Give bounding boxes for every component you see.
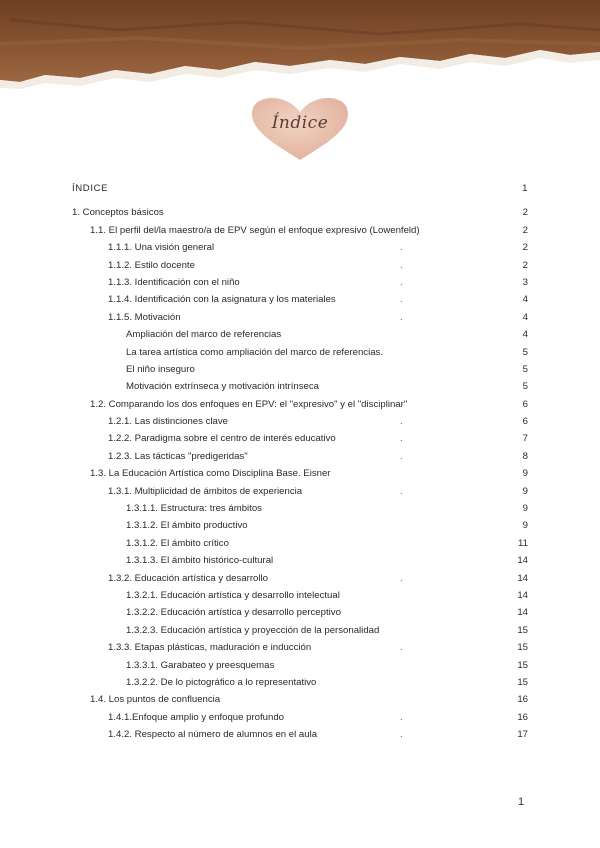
toc-entry-page: 6 bbox=[522, 398, 528, 410]
toc-entry-title: 1.2.3. Las tácticas "predigeridas" bbox=[108, 450, 248, 462]
toc-entry-title: 1.1.1. Una visión general bbox=[108, 242, 215, 254]
table-of-contents bbox=[72, 180, 528, 744]
toc-entry[interactable] bbox=[72, 204, 528, 221]
toc-entry-title: 1.2. Comparando los dos enfoques en EPV: el "expresivo" y el "disciplinar" bbox=[90, 398, 408, 410]
toc-entry-title: 1.1. El perfil del/la maestro/a de EPV según el enfoque expresivo (Lowenfeld) bbox=[90, 224, 420, 236]
toc-entry-title: 1.3.1.3. El ámbito histórico-cultural bbox=[126, 555, 274, 567]
toc-entry-page: 14 bbox=[517, 607, 528, 619]
toc-entry[interactable] bbox=[72, 657, 528, 674]
toc-entry-page: 9 bbox=[522, 503, 528, 515]
toc-entry-title: 1.4. Los puntos de confluencia bbox=[90, 694, 221, 706]
toc-entry[interactable] bbox=[72, 709, 528, 726]
toc-entry-page: 8 bbox=[522, 450, 528, 462]
toc-heading-row[interactable] bbox=[72, 180, 528, 197]
toc-entry-page: 14 bbox=[517, 572, 528, 584]
toc-entry-page: 4 bbox=[522, 294, 528, 306]
toc-entry-title: 1.3.2.1. Educación artística y desarrollo intelectual bbox=[126, 589, 340, 601]
toc-entry[interactable] bbox=[72, 448, 528, 465]
toc-entry-page: 7 bbox=[522, 433, 528, 445]
heart-title-text: Índice bbox=[271, 113, 329, 133]
toc-dot-leader: . bbox=[400, 242, 403, 254]
toc-dot-leader: . bbox=[400, 416, 403, 428]
toc-entry-title: 1.1.5. Motivación bbox=[108, 311, 181, 323]
toc-entry[interactable] bbox=[72, 622, 528, 639]
toc-entry[interactable] bbox=[72, 378, 528, 395]
toc-entry-title: 1.3.3.1. Garabateo y preesquemas bbox=[126, 659, 275, 671]
toc-entry[interactable] bbox=[72, 239, 528, 256]
toc-entry-page: 16 bbox=[517, 711, 528, 723]
toc-dot-leader: . bbox=[400, 711, 403, 723]
toc-entry-page: 15 bbox=[517, 676, 528, 688]
toc-entry[interactable] bbox=[72, 465, 528, 482]
toc-entry[interactable] bbox=[72, 517, 528, 534]
toc-entry-title: 1.2.1. Las distinciones clave bbox=[108, 416, 228, 428]
toc-dot-leader: . bbox=[400, 729, 403, 741]
toc-entry-title: 1.2.2. Paradigma sobre el centro de interés educativo bbox=[108, 433, 336, 445]
toc-entry[interactable] bbox=[72, 552, 528, 569]
toc-dot-leader: . bbox=[400, 433, 403, 445]
toc-dot-leader: . bbox=[400, 450, 403, 462]
toc-entry-page: 14 bbox=[517, 555, 528, 567]
toc-entry-title: 1.1.4. Identificación con la asignatura y los materiales bbox=[108, 294, 336, 306]
toc-entry-title: 1.4.1.Enfoque amplio y enfoque profundo bbox=[108, 711, 285, 723]
toc-entry[interactable] bbox=[72, 344, 528, 361]
toc-dot-leader: . bbox=[400, 572, 403, 584]
toc-entry-title: 1.3.2.2. Educación artística y desarrollo perceptivo bbox=[126, 607, 341, 619]
toc-entry-page: 3 bbox=[522, 276, 528, 288]
toc-entry-page: 14 bbox=[517, 589, 528, 601]
toc-entry-title: 1.3.1.2. El ámbito productivo bbox=[126, 520, 248, 532]
toc-entry-title: 1. Conceptos básicos bbox=[72, 207, 164, 219]
toc-entry-title: 1.3.1.1. Estructura: tres ámbitos bbox=[126, 503, 262, 515]
toc-entry-page: 9 bbox=[522, 485, 528, 497]
toc-dot-leader: . bbox=[400, 259, 403, 271]
toc-entry-title: Motivación extrínseca y motivación intrínseca bbox=[126, 381, 320, 393]
toc-entry-title: 1.3.1. Multiplicidad de ámbitos de experiencia bbox=[108, 485, 303, 497]
toc-dot-leader: . bbox=[400, 276, 403, 288]
toc-entry[interactable] bbox=[72, 570, 528, 587]
toc-entry-title: 1.3.1.2. El ámbito crítico bbox=[126, 537, 229, 549]
toc-entry-page: 16 bbox=[517, 694, 528, 706]
toc-entry-page: 2 bbox=[522, 242, 528, 254]
toc-dot-leader: . bbox=[400, 642, 403, 654]
toc-entry-page: 5 bbox=[522, 346, 528, 358]
toc-entry-page: 2 bbox=[522, 224, 528, 236]
toc-entry[interactable] bbox=[72, 691, 528, 708]
toc-entry-page: 15 bbox=[517, 659, 528, 671]
toc-entry[interactable] bbox=[72, 413, 528, 430]
toc-entry-page: 15 bbox=[517, 642, 528, 654]
toc-heading-page: 1 bbox=[522, 183, 528, 194]
toc-entry[interactable] bbox=[72, 309, 528, 326]
toc-entry[interactable] bbox=[72, 726, 528, 743]
toc-entry-page: 5 bbox=[522, 381, 528, 393]
toc-entry-page: 4 bbox=[522, 311, 528, 323]
toc-entry[interactable] bbox=[72, 430, 528, 447]
toc-entry[interactable] bbox=[72, 483, 528, 500]
toc-entry-page: 11 bbox=[518, 537, 528, 549]
toc-entry-page: 6 bbox=[522, 416, 528, 428]
toc-entry-title: 1.1.2. Estilo docente bbox=[108, 259, 195, 271]
toc-heading: ÍNDICE bbox=[72, 183, 109, 194]
toc-entry[interactable] bbox=[72, 500, 528, 517]
toc-entry[interactable] bbox=[72, 587, 528, 604]
torn-paper-header bbox=[0, 0, 600, 100]
toc-entry-title: El niño inseguro bbox=[126, 363, 195, 375]
toc-entry-title: 1.3.2.3. Educación artística y proyección de la personalidad bbox=[126, 624, 380, 636]
toc-entry-page: 17 bbox=[517, 729, 528, 741]
toc-entry-page: 9 bbox=[522, 468, 528, 480]
toc-entry-title: 1.4.2. Respecto al número de alumnos en el aula bbox=[108, 729, 318, 741]
toc-entry[interactable] bbox=[72, 604, 528, 621]
toc-entry-page: 4 bbox=[522, 329, 528, 341]
toc-entry-title: Ampliación del marco de referencias bbox=[126, 329, 282, 341]
toc-entry[interactable] bbox=[72, 396, 528, 413]
toc-dot-leader: . bbox=[400, 485, 403, 497]
toc-entry-page: 15 bbox=[517, 624, 528, 636]
toc-entry[interactable] bbox=[72, 222, 528, 239]
toc-entry[interactable] bbox=[72, 639, 528, 656]
toc-entry-title: La tarea artística como ampliación del marco de referencias. bbox=[126, 346, 384, 358]
toc-entry-page: 2 bbox=[522, 207, 528, 219]
toc-entry[interactable] bbox=[72, 535, 528, 552]
toc-entry-title: 1.3.2. Educación artística y desarrollo bbox=[108, 572, 268, 584]
toc-entry[interactable] bbox=[72, 257, 528, 274]
toc-entry-title: 1.3.3. Etapas plásticas, maduración e inducción bbox=[108, 642, 312, 654]
heart-title-badge bbox=[248, 96, 352, 162]
toc-entry[interactable] bbox=[72, 274, 528, 291]
toc-dot-leader: . bbox=[400, 311, 403, 323]
toc-entry[interactable] bbox=[72, 326, 528, 343]
toc-entry-title: 1.1.3. Identificación con el niño bbox=[108, 276, 240, 288]
toc-entry-page: 5 bbox=[522, 363, 528, 375]
page-number: 1 bbox=[518, 796, 525, 808]
toc-entry-page: 2 bbox=[522, 259, 528, 271]
toc-entry-page: 9 bbox=[522, 520, 528, 532]
toc-dot-leader: . bbox=[400, 294, 403, 306]
toc-entry[interactable] bbox=[72, 291, 528, 308]
toc-entry-title: 1.3. La Educación Artística como Disciplina Base. Eisner bbox=[90, 468, 331, 480]
toc-entry[interactable] bbox=[72, 674, 528, 691]
toc-entry[interactable] bbox=[72, 361, 528, 378]
toc-entry-title: 1.3.2.2. De lo pictográfico a lo representativo bbox=[126, 676, 317, 688]
